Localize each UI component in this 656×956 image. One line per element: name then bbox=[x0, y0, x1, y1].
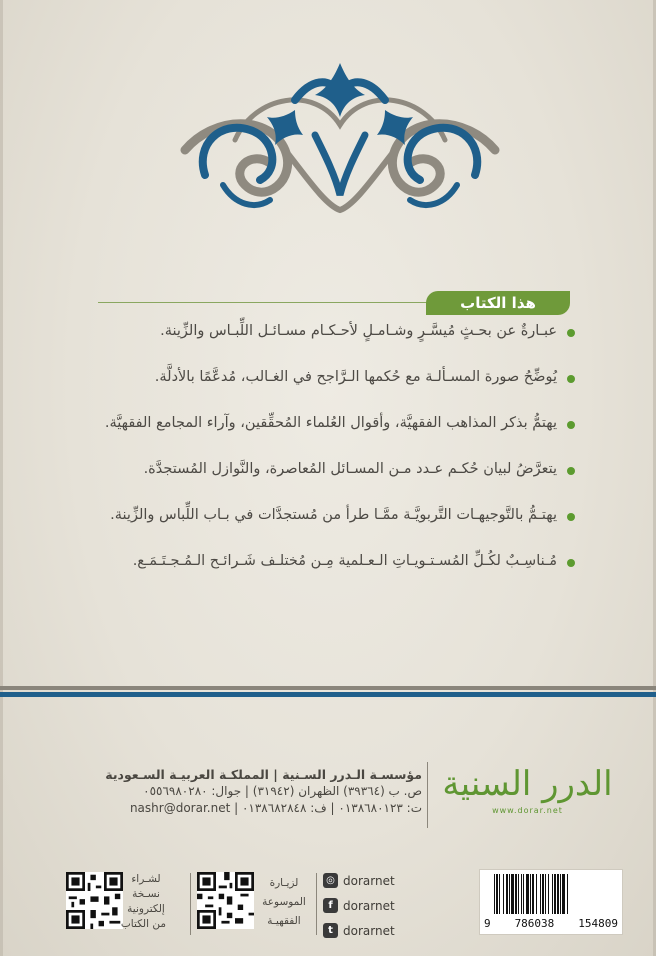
bullet-icon bbox=[567, 329, 575, 337]
publisher-contact: ت: ٠١٣٨٦٨٠١٢٣ | ف: ٠١٣٨٦٨٢٨٤٨ | nashr@dorar.net bbox=[129, 801, 422, 815]
arabesque-ornament bbox=[175, 55, 505, 215]
isbn-digits: 9 786038 154809 bbox=[484, 917, 618, 930]
twitter-icon: t bbox=[323, 923, 338, 938]
barcode-bar bbox=[536, 874, 537, 914]
social-instagram[interactable] bbox=[323, 868, 395, 893]
about-point: يهتمُّ بذكر المذاهب الفقهيَّة، وأقوال العُلماء المُحقِّقين، وآراء المجامع الفقهيَّة. bbox=[95, 415, 575, 461]
about-point: يهتـمُّ بالتَّوجيهـات التَّربويَّـة ممَّـا طرأ من مُستجدَّات في بـاب اللِّباس والزِّينة. bbox=[95, 507, 575, 553]
about-point: يُوضِّحُ صورة المسـألـة مع حُكمها الـرَّاجح في الغـالب، مُدعَّمًا بالأدلَّة. bbox=[95, 369, 575, 415]
instagram-icon: ◎ bbox=[323, 873, 338, 888]
encyclopedia-label: لزيـارة الموسوعة الفقهيـة bbox=[262, 877, 306, 927]
publisher-logo: الدرر السنية www.dorar.net bbox=[430, 762, 625, 832]
about-point: عبـارةٌ عن بحـثٍ مُيسَّـرٍ وشـامـلٍ لأحـكـام مسـائـل اللِّبـاس والزِّينة. bbox=[95, 323, 575, 369]
barcode-bar bbox=[530, 874, 531, 914]
social-handle: dorarnet bbox=[343, 923, 395, 938]
footer-separator bbox=[190, 873, 191, 935]
footer-separator bbox=[316, 873, 317, 935]
about-points bbox=[95, 323, 575, 599]
barcode-bar bbox=[560, 874, 561, 914]
about-point: مُـناسِـبٌ لكُـلِّ المُسـتـويـاتِ الـعـلمية مِـن مُختلـف شَـرائـح الـمُـجـتَـمَـع. bbox=[95, 553, 575, 599]
social-twitter[interactable] bbox=[323, 918, 395, 943]
barcode-bar bbox=[554, 874, 556, 914]
social-handle: dorarnet bbox=[343, 898, 395, 913]
divider-stripe-blue bbox=[0, 692, 656, 697]
social-facebook[interactable] bbox=[323, 893, 395, 918]
bullet-icon bbox=[567, 421, 575, 429]
qr-code-encyclopedia[interactable] bbox=[197, 872, 254, 929]
barcode-bar bbox=[567, 874, 568, 914]
bullet-icon bbox=[567, 467, 575, 475]
barcode-bar bbox=[515, 874, 517, 914]
barcode-bar bbox=[521, 874, 522, 914]
facebook-icon: f bbox=[323, 898, 338, 913]
barcode-bar bbox=[542, 874, 544, 914]
barcode-bar bbox=[526, 874, 529, 914]
barcode-bar bbox=[523, 874, 524, 914]
publisher-name: مؤسسـة الـدرر السـنية | المملكـة العربيـة السـعودية bbox=[105, 767, 422, 782]
barcode-bar bbox=[532, 874, 534, 914]
barcode-bar bbox=[557, 874, 559, 914]
barcode-bar bbox=[509, 874, 510, 914]
social-links bbox=[323, 868, 395, 943]
barcode-bar bbox=[545, 874, 546, 914]
qr-code-ebook[interactable] bbox=[66, 872, 123, 929]
barcode-bars bbox=[480, 872, 622, 918]
about-point: يتعرَّضُ لبيان حُكـم عـدد مـن المسـائل المُعاصرة، والنَّوازل المُستجدَّة. bbox=[95, 461, 575, 507]
divider-stripe-gray bbox=[0, 686, 656, 690]
bullet-icon bbox=[567, 559, 575, 567]
left-edge bbox=[0, 0, 3, 956]
barcode-bar bbox=[552, 874, 553, 914]
publisher-info bbox=[105, 766, 422, 817]
barcode-bar bbox=[562, 874, 565, 914]
publisher-address: ص. ب (٣٩٣٦٤) الظهران (٣١٩٤٢) | جوال: ٠٥٥٦٩٨٠٢٨٠ bbox=[143, 784, 422, 798]
bullet-icon bbox=[567, 513, 575, 521]
about-title: هذا الكتاب bbox=[426, 291, 570, 315]
bullet-icon bbox=[567, 375, 575, 383]
ebook-label: لشـراء نسـخة إلكترونية من الكتاب bbox=[120, 873, 166, 930]
barcode-bar bbox=[494, 874, 495, 914]
barcode-bar bbox=[496, 874, 498, 914]
barcode-bar bbox=[506, 874, 508, 914]
about-rule bbox=[98, 302, 428, 303]
barcode-bar bbox=[511, 874, 514, 914]
barcode-bar bbox=[503, 874, 504, 914]
publisher-website: www.dorar.net bbox=[492, 806, 563, 815]
publisher-separator bbox=[427, 762, 428, 828]
barcode-bar bbox=[548, 874, 549, 914]
barcode-bar bbox=[518, 874, 519, 914]
barcode-bar bbox=[540, 874, 541, 914]
isbn-barcode bbox=[479, 869, 623, 935]
barcode-bar bbox=[499, 874, 500, 914]
social-handle: dorarnet bbox=[343, 873, 395, 888]
